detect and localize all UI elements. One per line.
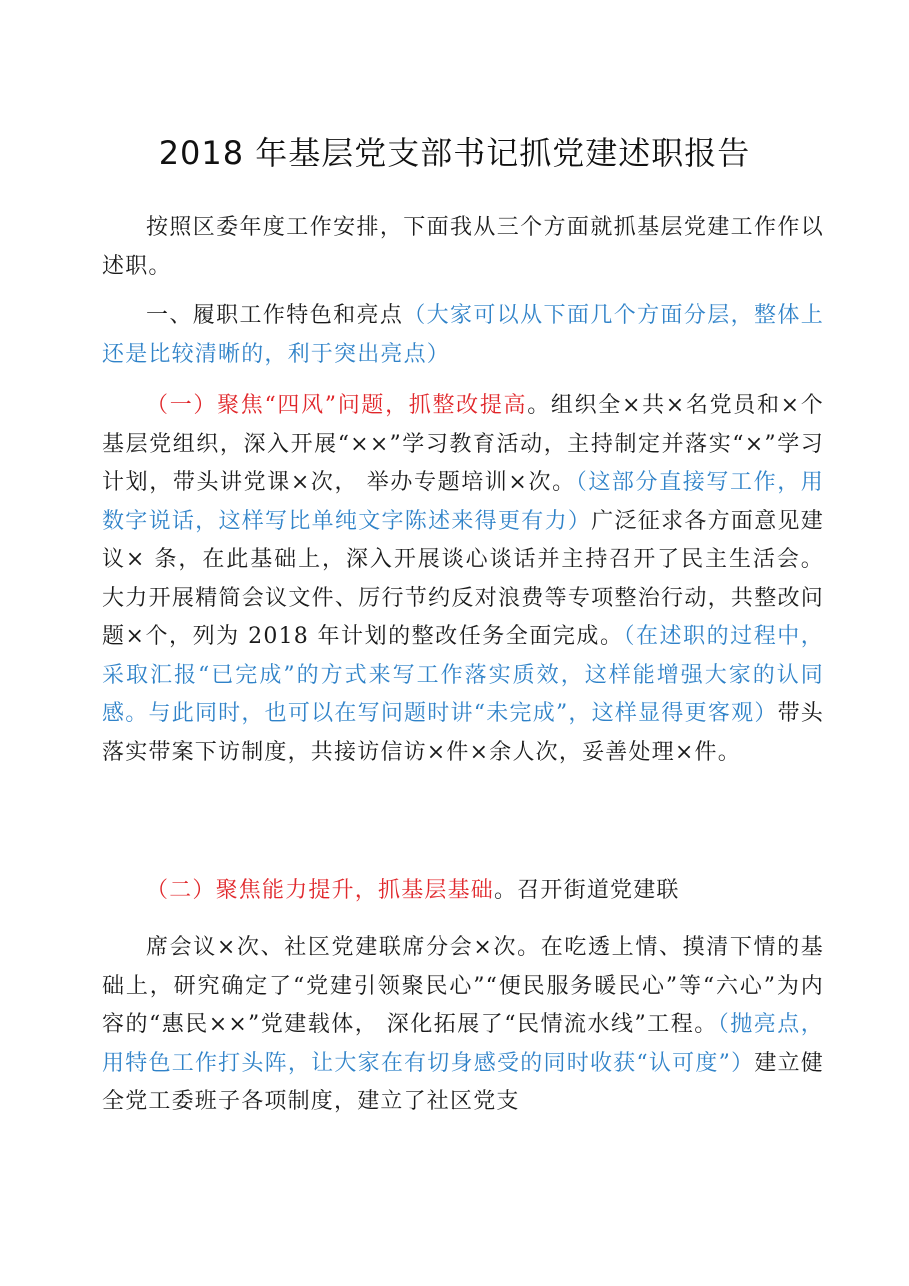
subsection-one-note-1: （这部分直接写工作，用数字说话，这样写比单纯文字陈述来得更有力） [102, 470, 825, 534]
section-one-note: （大家可以从下面几个方面分层，整体上还是比较清晰的，利于突出亮点） [102, 303, 825, 367]
subsection-one-text-1: 。组织全×共×名党员和×个基层党组织，深入开展“××”学习教育活动，主持制定并落实“×”学习计划，带头讲党课×次， 举办专题培训×次。 [102, 393, 824, 495]
subsection-two-text-1: 席会议×次、社区党建联席分会×次。在吃透上情、摸清下情的基础上，研究确定了“党建引领聚民心”“便民服务暖民心”等“六心”为内容的“惠民××”党建载体， 深化拓展了“民情流水线”工程。 [102, 935, 824, 1037]
subsection-one-note-2: （在述职的过程中，采取汇报“已完成”的方式来写工作落实质效，这样能增强大家的认同感。与此同时，也可以在写问题时讲“未完成”，这样显得更客观） [102, 624, 824, 726]
subsection-one-heading: （一）聚焦“四风”问题，抓整改提高 [146, 393, 528, 418]
subsection-two-text: 。召开街道党建联 [494, 878, 680, 903]
subsection-two-continuation [102, 929, 824, 1122]
section-one-paragraph [102, 297, 824, 374]
intro-paragraph [102, 209, 824, 286]
intro-text: 按照区委年度工作安排，下面我从三个方面就抓基层党建工作作以述职。 [102, 215, 824, 279]
section-one-heading: 一、履职工作特色和亮点 [146, 303, 404, 328]
subsection-one-text-3: 带头落实带案下访制度，共接访信访×件×余人次，妥善处理×件。 [102, 701, 824, 765]
subsection-two-note: （抛亮点，用特色工作打头阵，让大家在有切身感受的同时收获“认可度”） [102, 1012, 824, 1076]
subsection-one-paragraph [102, 387, 824, 772]
subsection-two-text-2: 建立健全党工委班子各项制度，建立了社区党支 [102, 1050, 824, 1114]
subsection-two-paragraph [102, 872, 824, 911]
subsection-one-text-2: 广泛征求各方面意见建议× 条，在此基础上，深入开展谈心谈话并主持召开了民主生活会。大力开展精简会议文件、厉行节约反对浪费等专项整治行动，共整改问题×个，列为 2018 年计划的整改任务全面完成。 [102, 508, 824, 649]
document-title: 2018 年基层党支部书记抓党建述职报告 [158, 134, 751, 172]
subsection-two-heading: （二）聚焦能力提升，抓基层基础 [146, 878, 495, 903]
